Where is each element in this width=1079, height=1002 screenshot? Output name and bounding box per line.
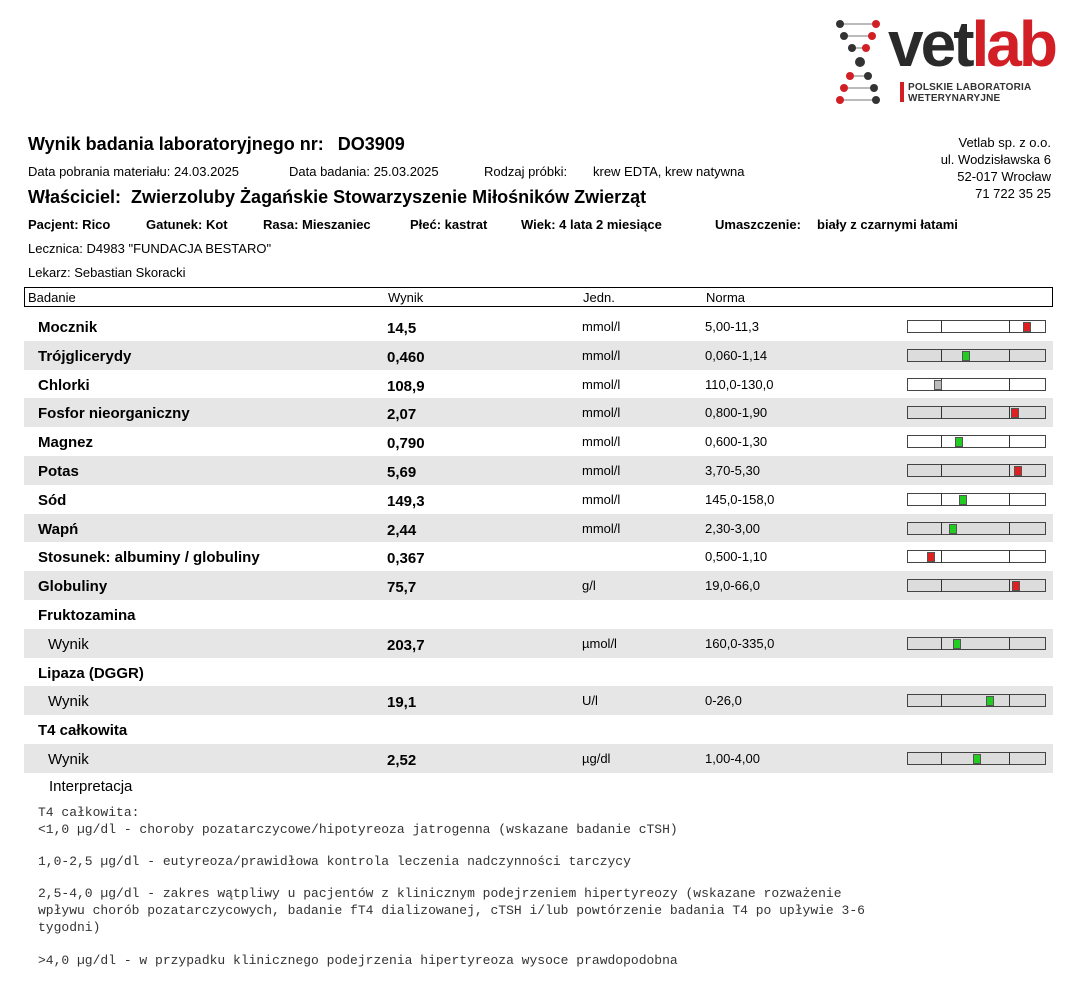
range-boundary-tick bbox=[1009, 694, 1010, 707]
interp-line-4: >4,0 µg/dl - w przypadku klinicznego podejrzenia hipertyreoza wysoce prawdopodobna bbox=[38, 953, 678, 968]
interpretation-title: Interpretacja bbox=[49, 778, 133, 795]
range-gauge bbox=[907, 406, 1046, 419]
col-norm: Norma bbox=[706, 290, 746, 305]
col-result: Wynik bbox=[388, 290, 424, 305]
logo-subtitle-line1: POLSKIE LABORATORIA bbox=[908, 82, 1032, 93]
table-row bbox=[24, 398, 1053, 427]
lab-city: 52-017 Wrocław bbox=[957, 169, 1051, 184]
result-value: 14,5 bbox=[387, 320, 417, 337]
test-name: Lipaza (DGGR) bbox=[38, 664, 144, 682]
result-value: 0,460 bbox=[387, 348, 425, 366]
result-marker bbox=[934, 380, 942, 390]
range-boundary-tick bbox=[941, 579, 942, 592]
test-name: Globuliny bbox=[38, 578, 108, 596]
result-value: 2,52 bbox=[387, 751, 417, 769]
table-row bbox=[24, 456, 1053, 485]
interp-line-3b: wpływu chorób pozatarczycowych, badanie fT4 dializowanej, cTSH i/lub powtórzenie badania T4 po upływie 3-6 bbox=[38, 903, 865, 918]
result-norm: 110,0-130,0 bbox=[705, 376, 774, 392]
range-gauge bbox=[907, 464, 1046, 477]
sex: Płeć: kastrat bbox=[410, 217, 488, 232]
range-boundary-tick bbox=[941, 493, 942, 506]
range-boundary-tick bbox=[941, 694, 942, 707]
range-boundary-tick bbox=[941, 522, 942, 535]
lab-street: ul. Wodzisławska 6 bbox=[940, 152, 1051, 167]
range-gauge bbox=[907, 550, 1046, 563]
range-boundary-tick bbox=[1009, 435, 1010, 448]
interp-line-2: 1,0-2,5 µg/dl - eutyreoza/prawidłowa kontrola leczenia nadczynności tarczycy bbox=[38, 854, 631, 869]
range-boundary-tick bbox=[941, 349, 942, 362]
table-row bbox=[24, 542, 1053, 571]
result-marker bbox=[973, 754, 981, 764]
table-row bbox=[24, 370, 1053, 399]
coat-label: Umaszczenie: bbox=[715, 217, 801, 232]
test-name: Fosfor nieorganiczny bbox=[38, 405, 190, 423]
test-name: Trójglicerydy bbox=[38, 347, 132, 365]
logo-word-vet: vet bbox=[888, 8, 972, 80]
result-value: 75,7 bbox=[387, 579, 417, 597]
test-name: Wynik bbox=[48, 750, 89, 768]
result-norm: 0,060-1,14 bbox=[705, 347, 768, 363]
interp-line-1: <1,0 µg/dl - choroby pozatarczycowe/hipotyreoza jatrogenna (wskazane badanie cTSH) bbox=[38, 822, 678, 837]
result-unit: mmol/l bbox=[582, 347, 621, 363]
result-value: 203,7 bbox=[387, 636, 425, 654]
range-boundary-tick bbox=[1009, 522, 1010, 535]
result-norm: 0,800-1,90 bbox=[705, 405, 768, 421]
logo-wordmark bbox=[888, 8, 1055, 80]
test-date: Data badania: 25.03.2025 bbox=[289, 164, 439, 179]
range-gauge bbox=[907, 435, 1046, 448]
range-boundary-tick bbox=[1009, 637, 1010, 650]
result-marker bbox=[986, 696, 994, 706]
results-table-header bbox=[24, 287, 1053, 307]
vetlab-logo bbox=[830, 8, 1056, 108]
interp-line-3c: tygodni) bbox=[38, 920, 101, 935]
table-row bbox=[24, 427, 1053, 456]
range-boundary-tick bbox=[1009, 493, 1010, 506]
coat: biały z czarnymi łatami bbox=[817, 217, 958, 232]
result-unit: mmol/l bbox=[582, 520, 621, 536]
table-section-header bbox=[24, 658, 1053, 687]
sample-date: Data pobrania materiału: 24.03.2025 bbox=[28, 164, 240, 179]
result-value: 0,367 bbox=[387, 550, 425, 568]
table-row bbox=[24, 686, 1053, 715]
result-marker bbox=[953, 639, 961, 649]
range-gauge bbox=[907, 637, 1046, 650]
logo-subtitle-line2: WETERYNARYJNE bbox=[908, 93, 1001, 104]
range-boundary-tick bbox=[941, 464, 942, 477]
result-unit: mmol/l bbox=[582, 434, 621, 450]
breed: Rasa: Mieszaniec bbox=[263, 217, 371, 232]
table-row bbox=[24, 514, 1053, 543]
test-name: Wynik bbox=[48, 635, 89, 653]
result-marker bbox=[927, 552, 935, 562]
range-boundary-tick bbox=[1009, 320, 1010, 333]
result-norm: 145,0-158,0 bbox=[705, 491, 775, 507]
result-norm: 160,0-335,0 bbox=[705, 635, 775, 651]
report-title-label: Wynik badania laboratoryjnego nr: bbox=[28, 134, 324, 154]
result-unit: mmol/l bbox=[582, 376, 621, 392]
test-name: Wynik bbox=[48, 693, 89, 711]
range-gauge bbox=[907, 378, 1046, 391]
result-unit: µmol/l bbox=[582, 635, 617, 651]
table-section-header bbox=[24, 600, 1053, 629]
table-row bbox=[24, 312, 1053, 341]
result-value: 5,69 bbox=[387, 463, 417, 481]
test-name: Chlorki bbox=[38, 376, 90, 394]
range-boundary-tick bbox=[941, 752, 942, 765]
range-boundary-tick bbox=[1009, 349, 1010, 362]
interp-heading: T4 całkowita: bbox=[38, 805, 140, 820]
range-boundary-tick bbox=[1009, 464, 1010, 477]
range-boundary-tick bbox=[941, 320, 942, 333]
sample-type: krew EDTA, krew natywna bbox=[593, 164, 745, 179]
patient: Pacjent: Rico bbox=[28, 217, 111, 232]
sample-type-label: Rodzaj próbki: bbox=[484, 164, 568, 179]
result-marker bbox=[1023, 322, 1031, 332]
range-boundary-tick bbox=[941, 550, 942, 563]
interp-line-3a: 2,5-4,0 µg/dl - zakres wątpliwy u pacjentów z klinicznym podejrzeniem hipertyreozy (wskazane rozważenie bbox=[38, 886, 842, 901]
test-name: T4 całkowita bbox=[38, 722, 128, 740]
report-title bbox=[28, 134, 405, 155]
col-unit: Jedn. bbox=[583, 290, 615, 305]
result-norm: 2,30-3,00 bbox=[705, 520, 760, 536]
result-marker bbox=[1014, 466, 1022, 476]
lab-phone: 71 722 35 25 bbox=[975, 186, 1051, 201]
result-value: 2,07 bbox=[387, 406, 417, 424]
range-gauge bbox=[907, 694, 1046, 707]
lab-name: Vetlab sp. z o.o. bbox=[958, 135, 1051, 150]
table-row bbox=[24, 744, 1053, 773]
range-gauge bbox=[907, 752, 1046, 765]
species: Gatunek: Kot bbox=[146, 217, 228, 232]
result-norm: 5,00-11,3 bbox=[705, 319, 759, 334]
result-marker bbox=[959, 495, 967, 505]
lab-address bbox=[941, 134, 1051, 202]
range-boundary-tick bbox=[1009, 550, 1010, 563]
result-norm: 0,500-1,10 bbox=[705, 549, 768, 565]
result-unit: U/l bbox=[582, 693, 598, 709]
owner-name: Zwierzoluby Żagańskie Stowarzyszenie Miłośników Zwierząt bbox=[131, 187, 647, 207]
test-name: Mocznik bbox=[38, 319, 98, 336]
result-value: 108,9 bbox=[387, 377, 425, 395]
range-boundary-tick bbox=[941, 435, 942, 448]
table-row bbox=[24, 341, 1053, 370]
result-unit: g/l bbox=[582, 578, 596, 594]
range-boundary-tick bbox=[1009, 579, 1010, 592]
test-name: Stosunek: albuminy / globuliny bbox=[38, 549, 260, 567]
table-row bbox=[24, 571, 1053, 600]
results-table bbox=[24, 312, 1053, 773]
clinic: Lecznica: D4983 "FUNDACJA BESTARO" bbox=[28, 241, 272, 256]
test-name: Fruktozamina bbox=[38, 606, 136, 624]
dna-helix-icon bbox=[830, 18, 890, 106]
test-name: Sód bbox=[38, 491, 67, 509]
range-boundary-tick bbox=[1009, 378, 1010, 391]
table-section-header bbox=[24, 715, 1053, 744]
result-value: 19,1 bbox=[387, 694, 417, 712]
result-norm: 19,0-66,0 bbox=[705, 578, 760, 594]
test-name: Potas bbox=[38, 462, 79, 480]
result-unit: µg/dl bbox=[582, 750, 611, 766]
result-norm: 0-26,0 bbox=[705, 693, 742, 709]
test-name: Wapń bbox=[38, 520, 79, 538]
col-test: Badanie bbox=[28, 290, 76, 305]
result-marker bbox=[1012, 581, 1020, 591]
range-gauge bbox=[907, 320, 1046, 333]
range-gauge bbox=[907, 349, 1046, 362]
age: Wiek: 4 lata 2 miesiące bbox=[521, 217, 662, 232]
table-row bbox=[24, 485, 1053, 514]
result-unit: mmol/l bbox=[582, 319, 621, 334]
result-norm: 3,70-5,30 bbox=[705, 462, 760, 478]
result-marker bbox=[1011, 408, 1019, 418]
logo-subtitle bbox=[908, 82, 1031, 104]
result-unit: mmol/l bbox=[582, 405, 621, 421]
report-number: DO3909 bbox=[337, 134, 405, 154]
range-gauge bbox=[907, 579, 1046, 592]
result-norm: 1,00-4,00 bbox=[705, 750, 760, 766]
result-marker bbox=[949, 524, 957, 534]
result-norm: 0,600-1,30 bbox=[705, 434, 768, 450]
doctor: Lekarz: Sebastian Skoracki bbox=[28, 265, 186, 280]
range-gauge bbox=[907, 522, 1046, 535]
range-boundary-tick bbox=[941, 406, 942, 419]
result-value: 149,3 bbox=[387, 492, 425, 510]
result-marker bbox=[962, 351, 970, 361]
result-value: 0,790 bbox=[387, 435, 425, 453]
result-unit: mmol/l bbox=[582, 462, 621, 478]
logo-word-lab: lab bbox=[971, 8, 1055, 80]
result-unit: mmol/l bbox=[582, 491, 621, 507]
logo-accent-bar bbox=[900, 82, 904, 102]
range-boundary-tick bbox=[941, 637, 942, 650]
range-gauge bbox=[907, 493, 1046, 506]
result-marker bbox=[955, 437, 963, 447]
result-value: 2,44 bbox=[387, 521, 417, 539]
owner-label: Właściciel: bbox=[28, 187, 122, 207]
range-boundary-tick bbox=[1009, 752, 1010, 765]
owner bbox=[28, 187, 646, 208]
table-row bbox=[24, 629, 1053, 658]
test-name: Magnez bbox=[38, 434, 94, 452]
